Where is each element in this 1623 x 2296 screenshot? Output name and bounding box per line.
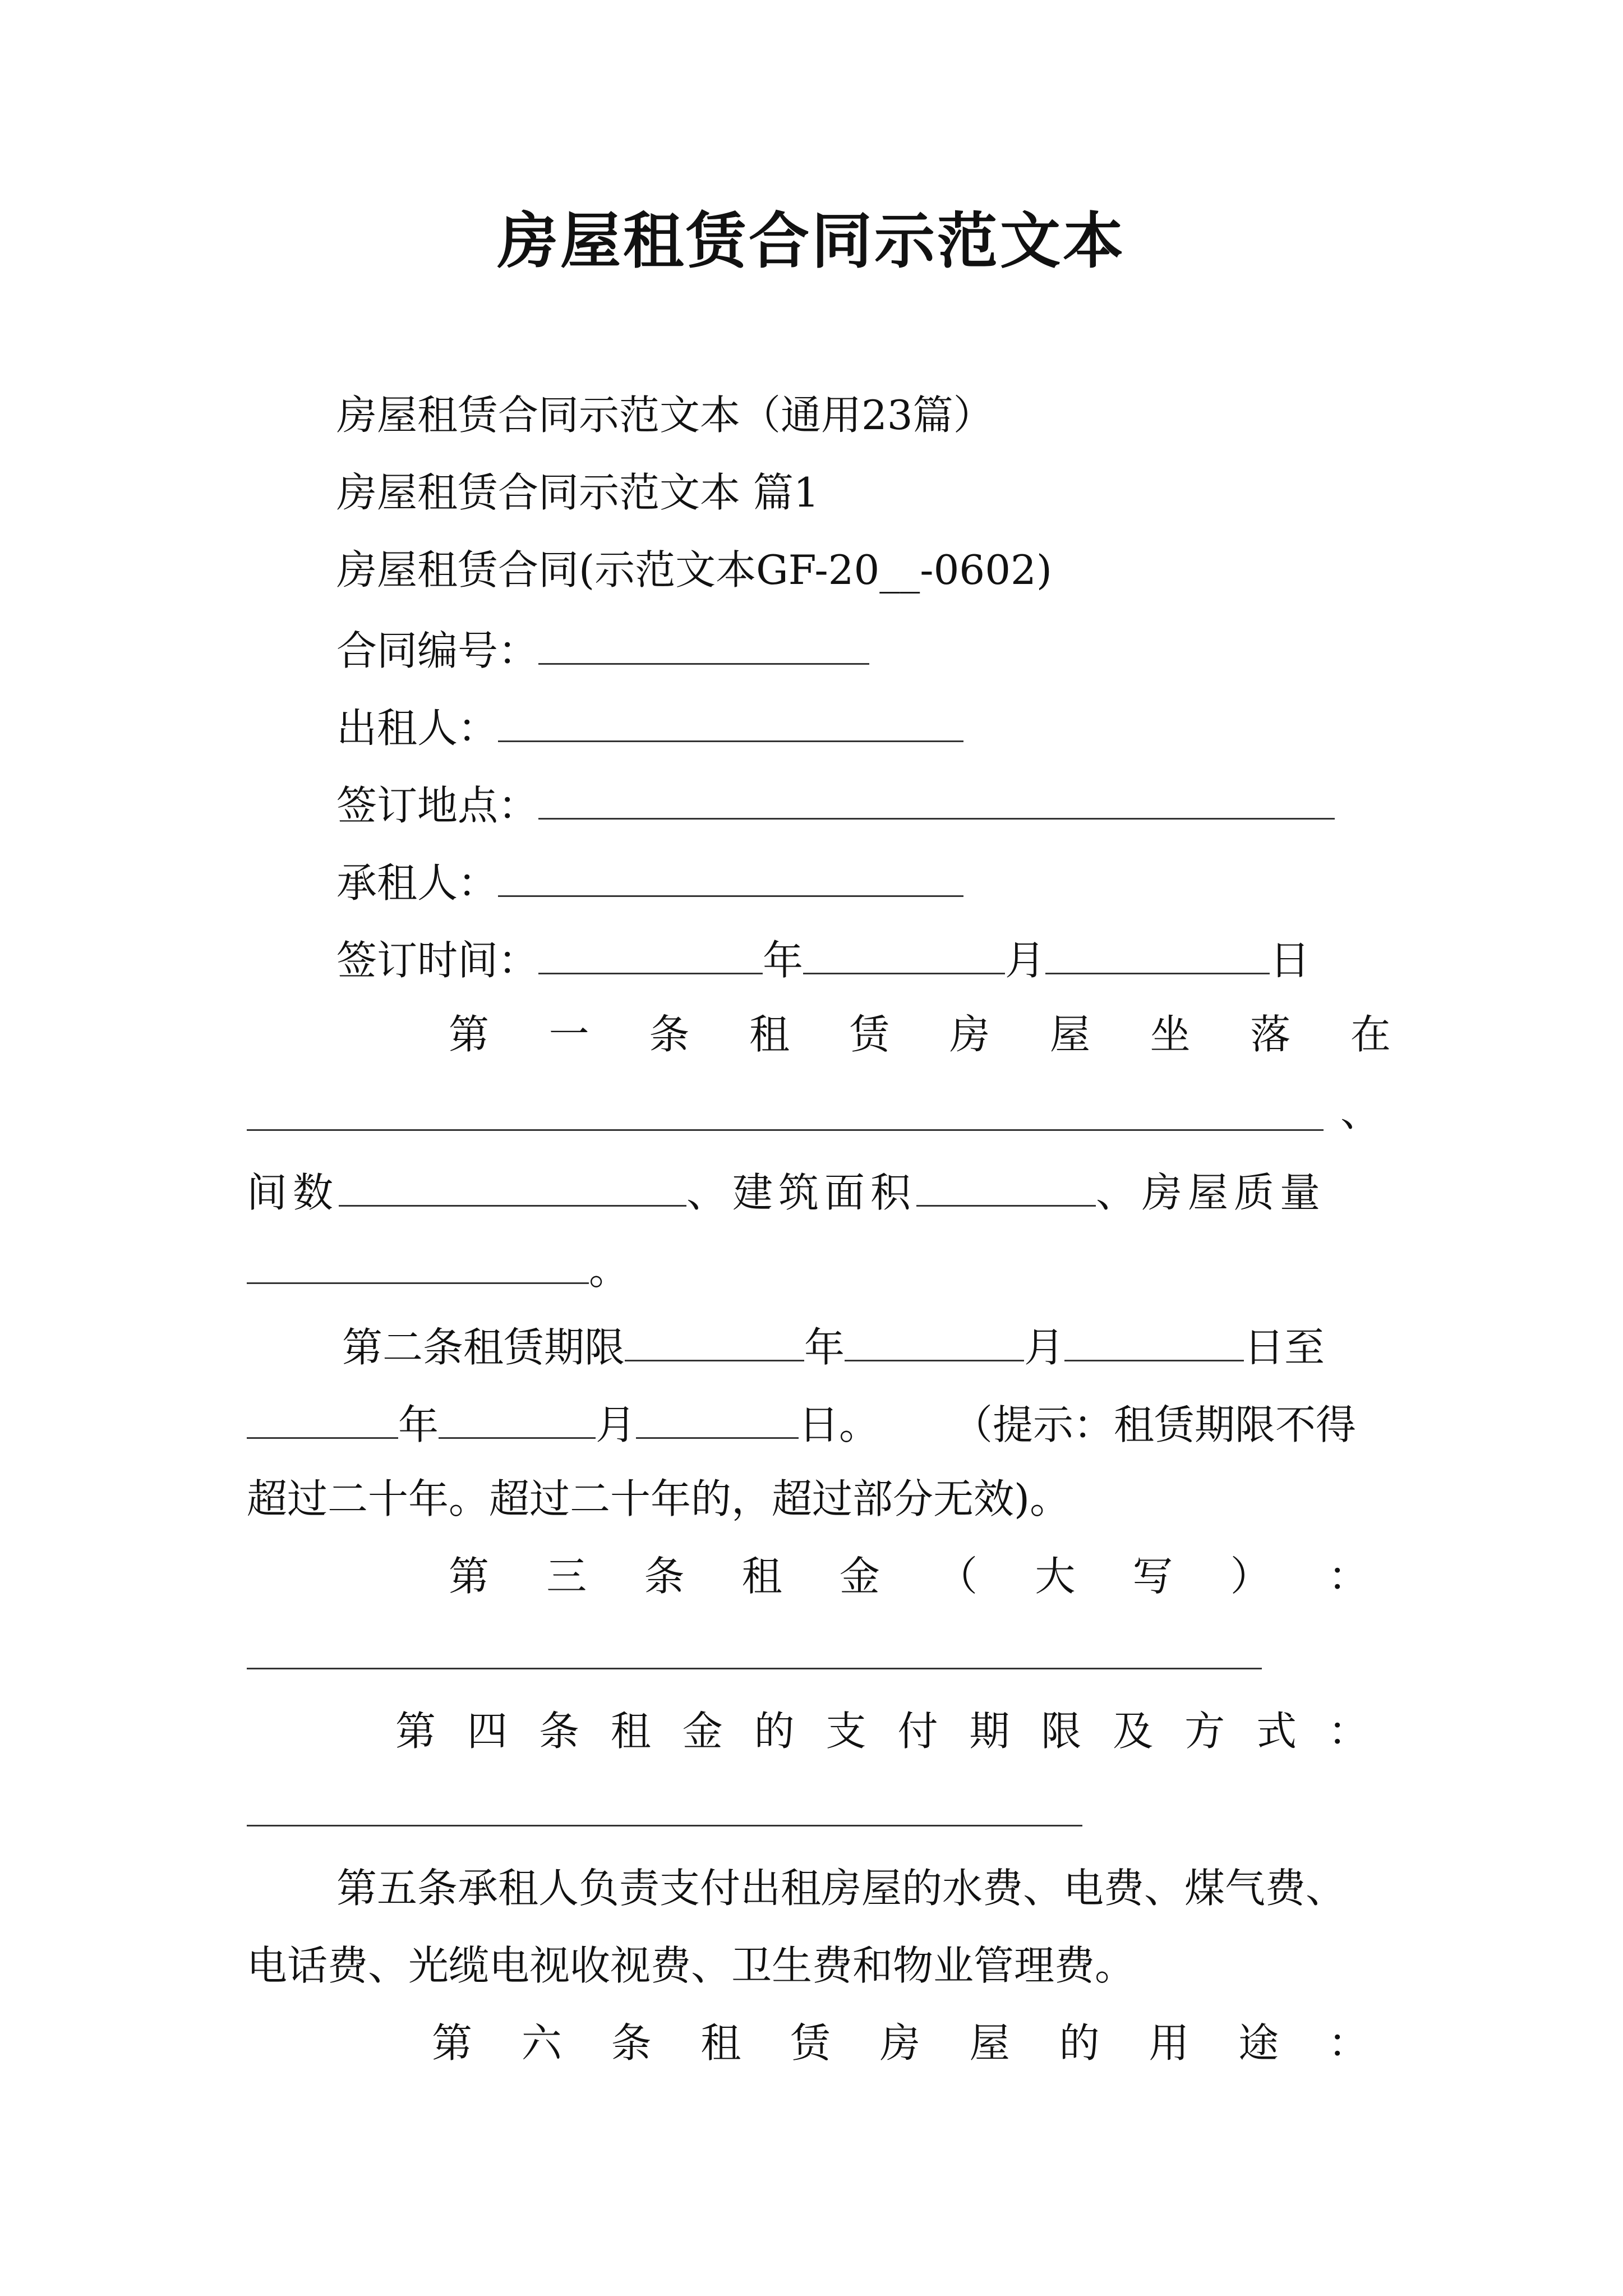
art2-note2: 超过二十年。超过二十年的，超过部分无效)。 bbox=[247, 1475, 1071, 1522]
art4-char: 第 bbox=[395, 1708, 436, 1755]
term-month-label: 月 bbox=[1024, 1324, 1065, 1371]
lessee-label: 承租人： bbox=[336, 859, 499, 907]
art2-line1 bbox=[342, 1316, 1325, 1372]
art1-end: 。 bbox=[589, 1246, 630, 1294]
art3-char: ： bbox=[1327, 1553, 1368, 1600]
art3-char: ） bbox=[1230, 1553, 1271, 1600]
contract-no-row bbox=[336, 619, 869, 675]
art4-char: 租 bbox=[610, 1708, 651, 1755]
term-year-label: 年 bbox=[804, 1324, 845, 1371]
section-heading: 房屋租赁合同示范文本 篇1 bbox=[336, 469, 819, 516]
rooms-field[interactable] bbox=[339, 1161, 686, 1207]
lessor-field[interactable] bbox=[498, 697, 963, 742]
term-end-month-label: 月 bbox=[596, 1401, 637, 1448]
art4-char: 期 bbox=[969, 1708, 1010, 1755]
area-field[interactable] bbox=[916, 1161, 1096, 1207]
time-label: 签订时间： bbox=[336, 937, 539, 984]
art4-char: 付 bbox=[897, 1708, 938, 1755]
art3-char: 写 bbox=[1132, 1553, 1173, 1600]
term-end-month[interactable] bbox=[439, 1393, 596, 1439]
art6-char: 六 bbox=[521, 2019, 562, 2067]
lessor-row bbox=[336, 697, 963, 753]
lessee-field[interactable] bbox=[498, 852, 963, 897]
art6-char: 租 bbox=[700, 2019, 741, 2067]
lessor-label: 出租人： bbox=[336, 705, 499, 752]
contract-no-label: 合同编号： bbox=[336, 627, 539, 674]
term-start-year[interactable] bbox=[625, 1316, 804, 1361]
art3-char: （ bbox=[937, 1553, 978, 1600]
quality-label: 、房屋质量 bbox=[1096, 1169, 1326, 1216]
art6-char: 途 bbox=[1238, 2019, 1279, 2067]
lessee-row bbox=[336, 852, 963, 908]
art1-char: 房 bbox=[949, 1011, 990, 1058]
art1-line4 bbox=[247, 1239, 629, 1295]
article-6-heading bbox=[432, 2015, 1368, 2071]
place-row bbox=[336, 774, 1335, 830]
art1-char: 条 bbox=[649, 1011, 690, 1058]
art5-line2: 电话费、光缆电视收视费、卫生费和物业管理费。 bbox=[247, 1942, 1136, 1989]
art4-char: 的 bbox=[754, 1708, 795, 1755]
place-label: 签订地点： bbox=[336, 782, 539, 829]
art6-char: 屋 bbox=[969, 2019, 1010, 2067]
place-field[interactable] bbox=[538, 774, 1335, 820]
article-3-heading bbox=[449, 1548, 1368, 1604]
art1-char: 屋 bbox=[1049, 1011, 1090, 1058]
contract-title: 房屋租赁合同(示范文本GF-20__-0602) bbox=[336, 546, 1052, 593]
art6-char: 的 bbox=[1059, 2019, 1100, 2067]
art3-char: 条 bbox=[644, 1553, 685, 1600]
month-field[interactable] bbox=[803, 929, 1005, 974]
art2-line2 bbox=[247, 1393, 1356, 1450]
art6-char: 条 bbox=[611, 2019, 652, 2067]
art1-char: 坐 bbox=[1150, 1011, 1191, 1058]
art4-char: 金 bbox=[682, 1708, 723, 1755]
page-title: 房屋租赁合同示范文本 bbox=[497, 206, 1126, 277]
month-label: 月 bbox=[1005, 937, 1046, 984]
art6-char: 第 bbox=[432, 2019, 473, 2067]
term-start-day[interactable] bbox=[1064, 1316, 1244, 1361]
article-1-heading bbox=[449, 1006, 1391, 1062]
term-note: （提示：租赁期限不得 bbox=[952, 1401, 1357, 1448]
art4-char: 及 bbox=[1113, 1708, 1154, 1755]
term-end-year-label: 年 bbox=[398, 1401, 439, 1448]
location-field[interactable] bbox=[247, 1128, 1324, 1131]
quality-field[interactable] bbox=[247, 1239, 589, 1284]
term-end-day[interactable] bbox=[636, 1393, 799, 1439]
payment-method-field[interactable] bbox=[247, 1823, 1082, 1826]
art1-char: 一 bbox=[548, 1011, 589, 1058]
art4-char: 方 bbox=[1184, 1708, 1225, 1755]
day-field[interactable] bbox=[1045, 929, 1270, 974]
art3-char: 第 bbox=[449, 1553, 490, 1600]
art4-char: 支 bbox=[826, 1708, 866, 1755]
art5-line1: 第五条承租人负责支付出租房屋的水费、电费、煤气费、 bbox=[336, 1865, 1347, 1912]
art1-line3 bbox=[247, 1161, 1326, 1217]
term-end-day-label: 日。 bbox=[799, 1401, 880, 1448]
art4-char: ： bbox=[1327, 1708, 1368, 1755]
art1-comma: 、 bbox=[1340, 1088, 1381, 1135]
term-start-month[interactable] bbox=[845, 1316, 1024, 1361]
art6-char: 房 bbox=[879, 2019, 920, 2067]
art4-char: 四 bbox=[467, 1708, 508, 1755]
art3-char: 大 bbox=[1035, 1553, 1076, 1600]
term-dayto-label: 日至 bbox=[1244, 1324, 1325, 1371]
art6-char: 赁 bbox=[790, 2019, 831, 2067]
art4-char: 条 bbox=[538, 1708, 579, 1755]
art1-char: 租 bbox=[749, 1011, 790, 1058]
rooms-label: 间数 bbox=[247, 1169, 339, 1216]
year-field[interactable] bbox=[538, 929, 763, 974]
subtitle: 房屋租赁合同示范文本（通用23篇） bbox=[336, 392, 994, 439]
art1-char: 在 bbox=[1350, 1011, 1391, 1058]
article-4-heading bbox=[395, 1703, 1368, 1759]
term-end-year[interactable] bbox=[247, 1393, 398, 1439]
art1-char: 赁 bbox=[849, 1011, 890, 1058]
art6-char: ： bbox=[1327, 2019, 1368, 2067]
area-label: 、建筑面积 bbox=[686, 1169, 917, 1216]
art4-char: 式 bbox=[1256, 1708, 1297, 1755]
art3-char: 租 bbox=[741, 1553, 782, 1600]
art1-char: 落 bbox=[1250, 1011, 1291, 1058]
year-label: 年 bbox=[763, 937, 804, 984]
rent-amount-field[interactable] bbox=[247, 1666, 1262, 1669]
art1-char: 第 bbox=[449, 1011, 490, 1058]
contract-no-field[interactable] bbox=[538, 619, 869, 665]
art3-char: 三 bbox=[546, 1553, 587, 1600]
art4-char: 限 bbox=[1041, 1708, 1082, 1755]
term-label: 第二条租赁期限 bbox=[342, 1324, 625, 1371]
day-label: 日 bbox=[1270, 937, 1311, 984]
sign-time-row bbox=[336, 929, 1310, 985]
art3-char: 金 bbox=[839, 1553, 880, 1600]
art6-char: 用 bbox=[1149, 2019, 1189, 2067]
